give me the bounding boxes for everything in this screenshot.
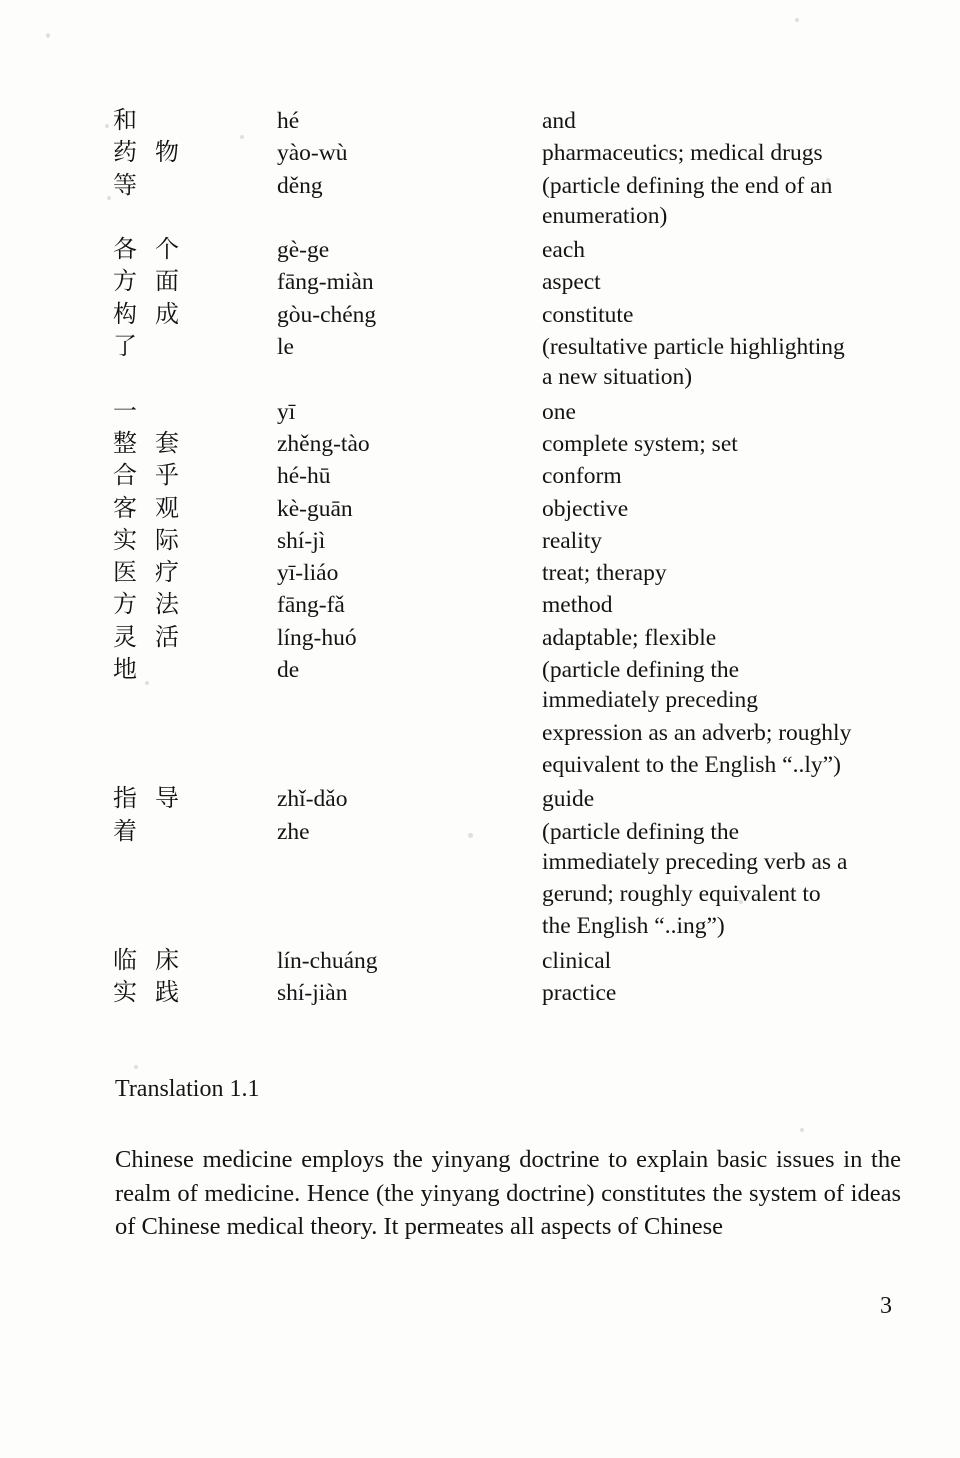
glossary-row [113,269,913,301]
glossary-row [113,945,913,980]
chinese-character [155,399,197,423]
chinese-characters-cell [113,655,277,684]
english-gloss-cell: conform [542,463,622,490]
chinese-characters-cell [113,461,277,490]
translation-paragraph: Chinese medicine employs the yinyang doctrine to explain basic issues in the realm of medicine. Hence (the yinyang doctrine) constitutes the system of ideas of Chinese medical theory. It permeates all aspects of Chinese [115,1146,901,1240]
english-gloss-cell: equivalent to the English “..ly”) [542,751,841,778]
chinese-characters-cell [113,493,277,522]
chinese-character: 临 [113,945,137,974]
scan-speckle [795,18,799,22]
glossary-row [113,366,913,398]
pinyin-cell: děng [277,172,323,199]
english-gloss-cell: enumeration) [542,202,668,229]
chinese-characters-cell [113,558,277,587]
english-gloss-cell: (particle defining the [542,818,740,845]
scan-speckle [800,1128,804,1132]
page-number: 3 [880,1293,892,1319]
pinyin-cell: zhe [277,818,310,845]
chinese-character: 法 [155,590,179,619]
chinese-character: 活 [155,622,179,651]
english-gloss-cell: constitute [542,301,634,328]
pinyin-cell: yī-liáo [277,560,339,587]
glossary-row [113,140,913,172]
pinyin-cell: fāng-fǎ [277,592,345,619]
pinyin-cell: kè-guān [277,495,353,522]
english-gloss-cell: method [542,592,613,619]
glossary-row [113,848,913,883]
english-gloss-cell: each [542,237,586,264]
pinyin-cell: de [277,657,300,684]
chinese-characters-cell [113,816,277,845]
pinyin-cell: yào-wù [277,140,348,167]
chinese-character: 实 [113,978,137,1007]
glossary-row [113,560,913,592]
pinyin-cell: gè-ge [277,237,330,264]
chinese-character: 整 [113,428,137,457]
chinese-character [155,657,197,681]
chinese-characters-cell [113,784,277,813]
glossary-row [113,751,913,786]
glossary-row [113,237,913,269]
chinese-character: 导 [155,784,179,813]
chinese-character: 药 [113,138,137,167]
english-gloss-cell: practice [542,980,617,1007]
pinyin-cell: zhǐ-dǎo [277,786,348,813]
glossary-row [113,915,913,947]
english-gloss-cell: aspect [542,269,601,296]
english-gloss-cell: gerund; roughly equivalent to [542,881,821,908]
chinese-characters-cell [113,138,277,167]
chinese-character: 套 [155,428,179,457]
pinyin-cell: zhěng-tào [277,430,370,457]
chinese-character: 了 [113,332,137,361]
glossary-row [113,170,913,205]
chinese-character: 地 [113,655,137,684]
glossary-row [113,463,913,495]
glossary-row [113,657,913,689]
chinese-characters-cell [113,267,277,296]
english-gloss-cell: clinical [542,947,612,974]
chinese-characters-cell [113,428,277,457]
chinese-character [155,108,197,132]
chinese-character [155,334,197,358]
pinyin-cell: le [277,334,294,361]
chinese-characters-cell [113,332,277,361]
chinese-character: 物 [155,138,179,167]
chinese-character: 观 [155,493,179,522]
chinese-characters-cell [113,170,277,199]
glossary-row [113,719,913,754]
pinyin-cell: lín-chuáng [277,947,378,974]
chinese-characters-cell [113,978,277,1007]
glossary-row [113,334,913,366]
english-gloss-cell: pharmaceutics; medical drugs [542,140,823,167]
chinese-characters-cell [113,299,277,328]
glossary-row [113,883,913,915]
glossary-row [113,396,913,431]
pinyin-cell: gòu-chéng [277,301,377,328]
english-gloss-cell: a new situation) [542,364,693,391]
chinese-character: 指 [113,784,137,813]
english-gloss-cell: objective [542,495,629,522]
chinese-character: 和 [113,106,137,134]
chinese-character [155,173,197,197]
chinese-character: 际 [155,525,179,554]
glossary-row [113,622,913,657]
chinese-character: 践 [155,978,179,1007]
chinese-character: 乎 [155,461,179,490]
scan-speckle [134,1065,138,1069]
glossary-row [113,202,913,237]
pinyin-cell: hé-hū [277,463,331,490]
glossary-row [113,786,913,818]
chinese-characters-cell [113,945,277,974]
chinese-character: 着 [113,816,137,845]
chinese-character: 个 [155,235,179,264]
chinese-character: 床 [155,945,179,974]
chinese-character: 构 [113,299,137,328]
chinese-character: 客 [113,493,137,522]
chinese-characters-cell [113,525,277,554]
interlinear-glossary [113,108,913,1012]
english-gloss-cell: and [542,108,576,134]
glossary-row [113,299,913,334]
glossary-row [113,108,913,140]
glossary-row [113,689,913,721]
english-gloss-cell: treat; therapy [542,560,667,587]
scan-speckle [105,124,109,128]
chinese-character [155,819,197,843]
pinyin-cell: yī [277,398,296,425]
chinese-character: 方 [113,267,137,296]
translation-heading: Translation 1.1 [115,1076,260,1102]
pinyin-cell: fāng-miàn [277,269,374,296]
english-gloss-cell: one [542,398,576,425]
english-gloss-cell: reality [542,527,603,554]
english-gloss-cell: guide [542,786,595,813]
pinyin-cell: hé [277,108,300,134]
chinese-character: 合 [113,461,137,490]
chinese-characters-cell [113,590,277,619]
glossary-row [113,525,913,560]
pinyin-cell: shí-jì [277,527,326,554]
chinese-character: 实 [113,525,137,554]
english-gloss-cell: adaptable; flexible [542,624,717,651]
chinese-character: 医 [113,558,137,587]
english-gloss-cell: the English “..ing”) [542,913,725,940]
chinese-character: 灵 [113,622,137,651]
english-gloss-cell: (particle defining the [542,657,740,684]
pinyin-cell: shí-jiàn [277,980,348,1007]
scan-speckle [46,33,50,38]
english-gloss-cell: (resultative particle highlighting [542,334,845,361]
glossary-row [113,980,913,1012]
chinese-character: 各 [113,235,137,264]
chinese-character: 面 [155,267,179,296]
chinese-character: 等 [113,170,137,199]
pinyin-cell: líng-huó [277,624,357,651]
chinese-characters-cell [113,622,277,651]
chinese-characters-cell [113,396,277,425]
chinese-character: 方 [113,590,137,619]
chinese-characters-cell [113,108,277,132]
english-gloss-cell: expression as an adverb; roughly [542,719,852,746]
glossary-row [113,493,913,528]
english-gloss-cell: complete system; set [542,430,738,457]
english-gloss-cell: immediately preceding [542,687,758,714]
chinese-characters-cell [113,235,277,264]
english-gloss-cell: immediately preceding verb as a [542,848,848,875]
chinese-character: 一 [113,396,137,425]
scan-speckle [107,196,111,200]
chinese-character: 疗 [155,558,179,587]
english-gloss-cell: (particle defining the end of an [542,172,833,199]
glossary-row [113,592,913,624]
chinese-character: 成 [155,299,179,328]
glossary-row [113,816,913,851]
glossary-row [113,428,913,463]
